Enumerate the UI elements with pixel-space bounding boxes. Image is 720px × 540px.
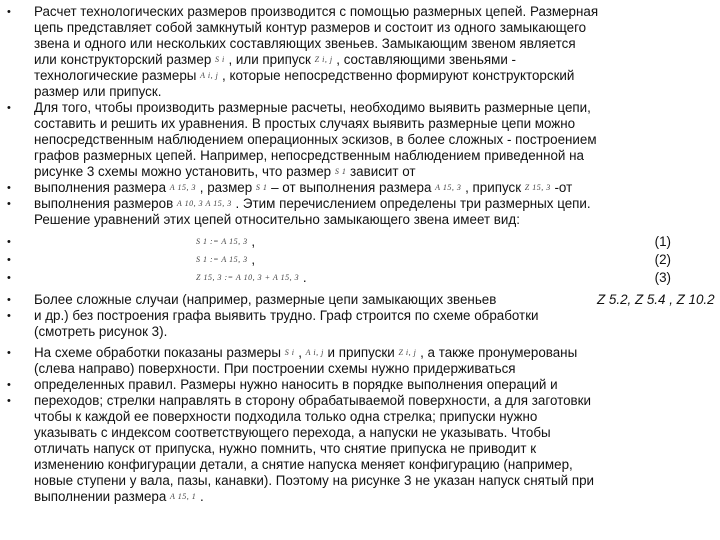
line-text: изменению конфигурации детали, а снятие напуска меняет конфигурацию (например, <box>34 457 573 472</box>
text-line <box>34 4 598 20</box>
formula-symbol: A i, j <box>200 71 219 81</box>
bullet: • <box>7 310 11 322</box>
text-line <box>34 308 539 324</box>
text-line <box>34 457 573 473</box>
line-text: , <box>247 252 256 267</box>
bullet: • <box>7 272 11 284</box>
text-line <box>196 252 255 268</box>
text-line <box>34 377 558 393</box>
line-text: , а также пронумерованы <box>416 345 578 360</box>
line-text: определенных правил. Размеры нужно наносить в порядке выполнения операций и <box>34 377 558 392</box>
line-text: . <box>196 489 204 504</box>
line-text: звена и одного или нескольких составляющих звеньев. Замыкающим звеном является <box>34 36 576 51</box>
bullet: • <box>7 236 11 248</box>
line-text: зависит от <box>346 164 416 179</box>
line-text: . <box>299 270 307 285</box>
line-text: Расчет технологических размеров производится с помощью размерных цепей. Размерная <box>34 4 599 19</box>
line-text: , составляющими звеньями - <box>332 52 516 67</box>
bullet: • <box>7 254 11 266</box>
formula-symbol: S 1 := A 15, 3 <box>196 255 248 265</box>
equation-number: (1) <box>654 234 671 249</box>
text-line <box>34 36 576 52</box>
line-text: (смотреть рисунок 3). <box>34 324 168 339</box>
line-text: составить и решить их уравнения. В простых случаях выявить размерные цепи можно <box>34 116 576 131</box>
line-text: выполнения размеров <box>34 196 177 211</box>
bullet: • <box>7 198 11 210</box>
line-text: переходов; стрелки направлять в сторону обрабатываемой поверхности, а для заготовки <box>34 393 591 408</box>
line-text: На схеме обработки показаны размеры <box>34 345 285 360</box>
text-line <box>34 196 591 212</box>
text-line <box>34 425 551 441</box>
text-line <box>196 270 307 286</box>
line-text: чтобы к каждой ее поверхности подходила только одна стрелка; припуски нужно <box>34 409 538 424</box>
text-line <box>34 68 574 84</box>
text-line <box>34 489 204 505</box>
bullet: • <box>7 294 11 306</box>
text-line <box>34 148 584 164</box>
line-text: и др.) без построения графа выявить трудно. Граф строится по схеме обработки <box>34 308 539 323</box>
line-text: непосредственным наблюдением операционных эскизов, в более сложных - построением <box>34 132 597 147</box>
line-text: и припуски <box>323 345 399 360</box>
equation-number: (3) <box>654 270 671 285</box>
line-text: (слева направо) поверхности. При построении схемы нужно придерживаться <box>34 361 516 376</box>
formula-symbol: S i <box>215 55 225 65</box>
formula-symbol: S 1 := A 15, 3 <box>196 237 248 247</box>
text-line <box>34 212 520 228</box>
text-line <box>34 132 597 148</box>
z-link-list: Z 5.2, Z 5.4 , Z 10.2 <box>597 292 715 307</box>
bullet: • <box>7 395 11 407</box>
line-text: размер или припуск. <box>34 84 162 99</box>
line-text: Решение уравнений этих цепей относительно замыкающего звена имеет вид: <box>34 212 520 227</box>
text-line <box>196 234 255 250</box>
text-line <box>34 441 536 457</box>
text-line <box>34 409 537 425</box>
bullet: • <box>7 379 11 391</box>
line-text: отличать напуск от припуска, нужно помнить, что снятие припуска не приводит к <box>34 441 537 456</box>
line-text: или конструкторский размер <box>34 52 215 67</box>
text-line <box>34 116 575 132</box>
text-line <box>34 52 516 68</box>
formula-symbol: Z i, j <box>398 348 417 358</box>
bullet: • <box>7 102 11 114</box>
text-line <box>34 345 577 361</box>
line-text: – от выполнения размера <box>267 180 436 195</box>
line-text: . Этим перечислением определены три размерных цепи. <box>231 196 591 211</box>
line-text: , <box>247 234 256 249</box>
line-text: новые ступени у вала, пазы, канавки). Поэтому на рисунке 3 не указан напуск снятый при <box>34 473 595 488</box>
line-text: -от <box>550 180 573 195</box>
formula-symbol: A 10, 3 A 15, 3 <box>176 199 232 209</box>
formula-symbol: Z 15, 3 := A 10, 3 + A 15, 3 <box>196 273 300 283</box>
line-text: цепь представляет собой замкнутый контур размеров и состоит из одного замыкающего <box>34 20 587 35</box>
equation-number: (2) <box>654 252 671 267</box>
bullet: • <box>7 347 11 359</box>
line-text: технологические размеры <box>34 68 201 83</box>
formula-symbol: S i <box>284 348 295 358</box>
bullet: • <box>7 6 11 18</box>
line-text: , <box>294 345 306 360</box>
text-line <box>34 84 161 100</box>
line-text: Для того, чтобы производить размерные расчеты, необходимо выявить размерные цепи, <box>34 100 591 115</box>
text-line <box>34 324 167 340</box>
text-line <box>34 20 586 36</box>
text-line <box>34 100 591 116</box>
text-line <box>34 292 496 308</box>
formula-symbol: Z i, j <box>314 55 333 65</box>
text-line <box>34 361 516 377</box>
text-line <box>34 473 594 489</box>
formula-symbol: S 1 <box>334 167 347 177</box>
line-text: , размер <box>196 180 256 195</box>
text-line <box>34 180 572 196</box>
bullet: • <box>7 182 11 194</box>
formula-symbol: A i, j <box>305 348 324 358</box>
line-text: , или припуск <box>224 52 315 67</box>
text-line <box>34 393 591 409</box>
formula-symbol: Z 15, 3 <box>524 183 551 193</box>
line-text: Более сложные случаи (например, размерные цепи замыкающих звеньев <box>34 292 497 307</box>
line-text: указывать с индексом соответствующего перехода, а напуски не указывать. Чтобы <box>34 425 551 440</box>
text-line <box>34 164 416 180</box>
formula-symbol: S 1 <box>255 183 268 193</box>
line-text: графов размерных цепей. Например, непосредственным наблюдением приведенной на <box>34 148 584 163</box>
line-text: выполнения размера <box>34 180 170 195</box>
formula-symbol: A 15, 1 <box>170 492 197 502</box>
formula-symbol: A 15, 3 <box>435 183 462 193</box>
line-text: , припуск <box>461 180 525 195</box>
line-text: выполнении размера <box>34 489 171 504</box>
line-text: , которые непосредственно формируют конструкторский <box>218 68 575 83</box>
line-text: рисунке 3 схемы можно установить, что размер <box>34 164 335 179</box>
formula-symbol: A 15, 3 <box>169 183 197 193</box>
